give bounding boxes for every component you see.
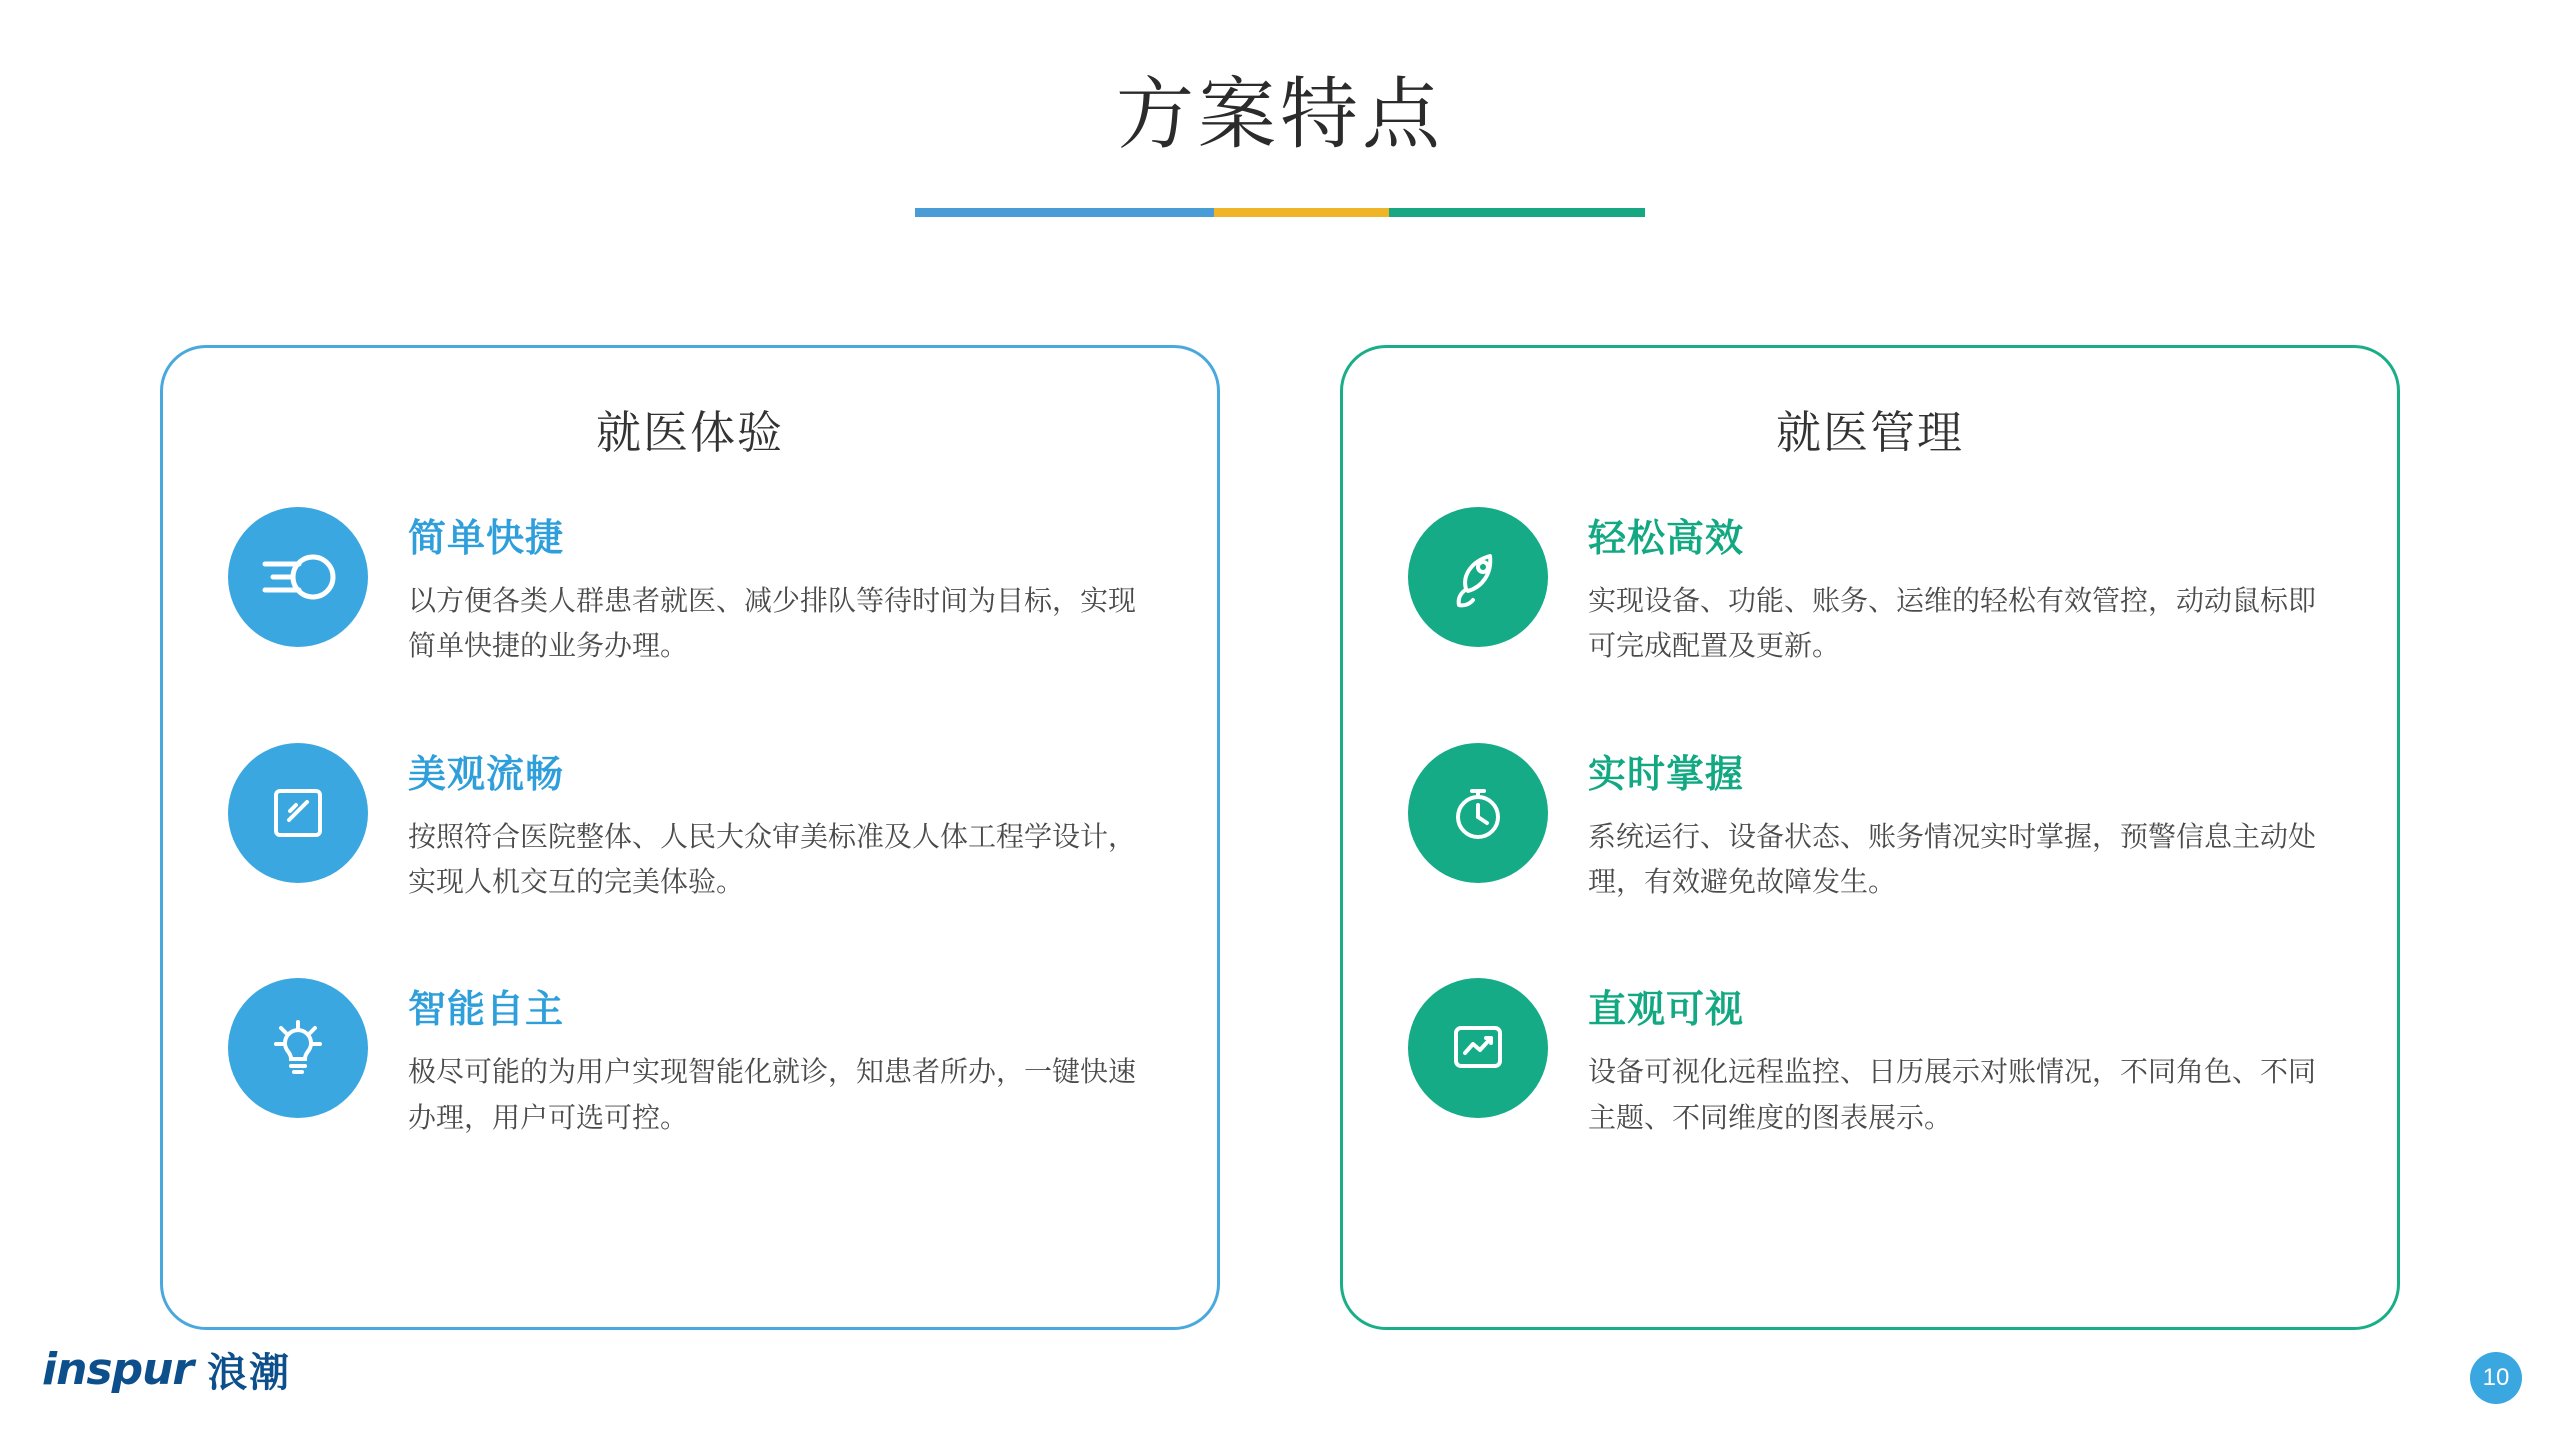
list-item-desc: 极尽可能的为用户实现智能化就诊，知患者所办，一键快速办理，用户可选可控。 (408, 1056, 1137, 1133)
company-logo (42, 1341, 291, 1398)
panels-container (0, 345, 2560, 1330)
list-item-desc: 系统运行、设备状态、账务情况实时掌握，预警信息主动处理，有效避免故障发生。 (1588, 820, 2317, 898)
list-item (228, 972, 1162, 1140)
list-item (228, 737, 1162, 905)
title-underline-rule (915, 208, 1645, 217)
list-item-title: 简单快捷 (408, 518, 565, 560)
panel-medical-management (1340, 345, 2400, 1330)
list-item-text (408, 501, 1162, 669)
list-item-desc: 以方便各类人群患者就医、减少排队等待时间为目标，实现简单快捷的业务办理。 (408, 585, 1137, 662)
rule-segment-blue (915, 208, 1214, 217)
chart-monitor-icon (1408, 978, 1548, 1118)
page-title: 方案特点 (1115, 70, 1444, 158)
list-item-desc: 按照符合医院整体、人民大众审美标准及人体工程学设计，实现人机交互的完美体验。 (408, 820, 1137, 898)
panel-items (163, 501, 1217, 1140)
list-item-text (408, 972, 1162, 1140)
list-item-title: 直观可视 (1588, 989, 1745, 1032)
panel-heading: 就医体验 (595, 407, 784, 458)
panel-patient-experience (160, 345, 1220, 1330)
list-item-title: 轻松高效 (1588, 518, 1745, 560)
rocket-icon (1408, 507, 1548, 647)
list-item-title: 智能自主 (408, 989, 565, 1032)
page-number-badge: 10 (2470, 1352, 2522, 1404)
list-item (1408, 972, 2342, 1140)
rule-segment-yellow (1214, 208, 1389, 217)
list-item-text (408, 737, 1162, 905)
list-item (1408, 737, 2342, 905)
list-item-title: 美观流畅 (408, 753, 565, 796)
logo-wordmark: inspur (42, 1344, 194, 1395)
speed-lines-icon (228, 507, 368, 647)
list-item-text (1588, 501, 2342, 669)
list-item-title: 实时掌握 (1588, 753, 1745, 796)
stopwatch-icon (1408, 743, 1548, 883)
panel-heading: 就医管理 (1775, 407, 1964, 458)
list-item-text (1588, 737, 2342, 905)
rule-segment-green (1389, 208, 1645, 217)
screen-icon (228, 743, 368, 883)
panel-items (1343, 501, 2397, 1140)
list-item (1408, 501, 2342, 669)
list-item (228, 501, 1162, 669)
list-item-desc: 实现设备、功能、账务、运维的轻松有效管控，动动鼠标即可完成配置及更新。 (1588, 585, 2317, 662)
lightbulb-icon (228, 978, 368, 1118)
list-item-text (1588, 972, 2342, 1140)
logo-chinese-name: 浪潮 (207, 1351, 292, 1395)
list-item-desc: 设备可视化远程监控、日历展示对账情况，不同角色、不同主题、不同维度的图表展示。 (1588, 1056, 2317, 1133)
